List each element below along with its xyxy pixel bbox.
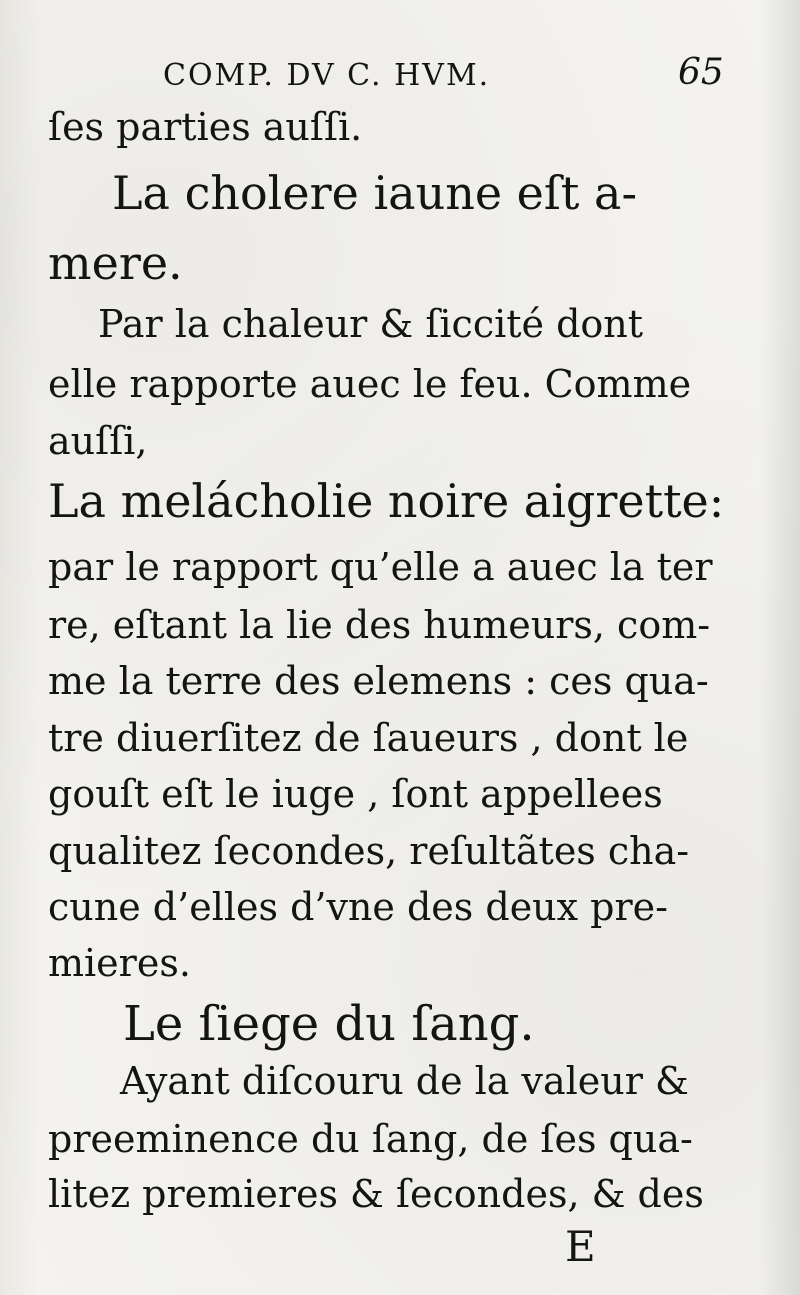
text-line: par le rapport qu’elle a auec la ter [48, 545, 713, 589]
section-heading: Le ſiege du ſang. [123, 996, 535, 1052]
text-line: re, eſtant la lie des humeurs, com- [48, 603, 711, 647]
paragraph-start: Par la chaleur & ſiccité dont [98, 302, 644, 346]
text-line: gouſt eſt le iuge , ſont appellees [48, 772, 663, 816]
text-line: litez premieres & ſecondes, & des [48, 1172, 704, 1216]
text-line: mieres. [48, 941, 191, 985]
page-number: 65 [678, 52, 724, 93]
text-line: elle rapporte auec le feu. Comme [48, 362, 692, 406]
text-line: qualitez ſecondes, reſultãtes cha- [48, 829, 690, 873]
text-line: auſſi, [48, 419, 148, 463]
text-line: ſes parties auſſi. [48, 105, 363, 149]
running-head-title: COMP. DV C. HVM. [163, 58, 491, 93]
paragraph-start: Ayant diſcouru de la valeur & [120, 1059, 689, 1103]
section-heading: La cholere iaune eſt a- [112, 166, 638, 220]
text-line: mere. [48, 236, 183, 290]
text-line: tre diuerſitez de ſaueurs , dont le [48, 716, 689, 760]
signature-mark: E [565, 1222, 596, 1271]
running-head [0, 52, 800, 112]
text-line: me la terre des elemens : ces qua- [48, 659, 709, 703]
text-line: preeminence du ſang, de ſes qua- [48, 1117, 693, 1161]
section-heading: La melácholie noire aigrette: [48, 474, 725, 528]
text-line: cune d’elles d’vne des deux pre- [48, 885, 668, 929]
